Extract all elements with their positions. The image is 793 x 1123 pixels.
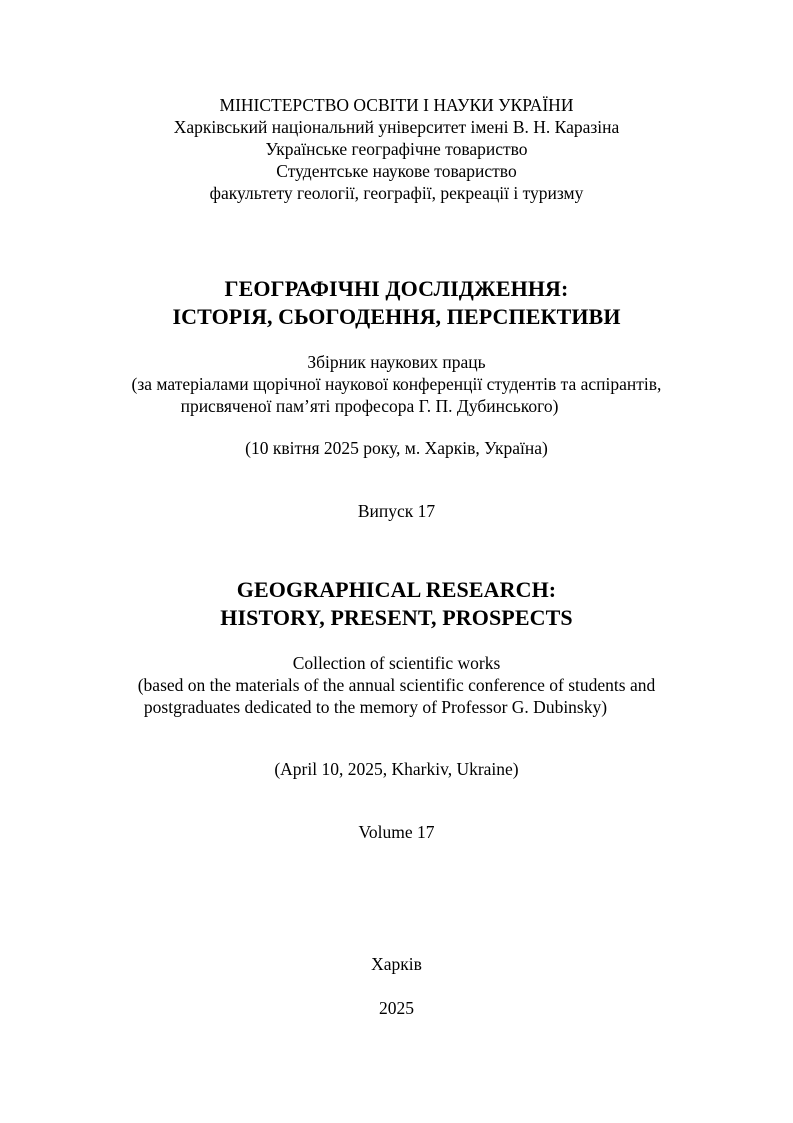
english-issue: Volume 17 xyxy=(358,822,435,842)
ministry-name: МІНІСТЕРСТВО ОСВІТИ І НАУКИ УКРАЇНИ xyxy=(219,95,574,115)
english-title-line-2: HISTORY, PRESENT, PROSPECTS xyxy=(220,605,573,630)
ukrainian-title-line-2: ІСТОРІЯ, СЬОГОДЕННЯ, ПЕРСПЕКТИВИ xyxy=(172,304,621,329)
ukrainian-description-line-1: (за матеріалами щорічної наукової конференції студентів та аспірантів, xyxy=(131,374,662,394)
publication-year: 2025 xyxy=(379,998,414,1018)
faculty-name: факультету геології, географії, рекреації і туризму xyxy=(209,183,584,203)
english-subtitle: Collection of scientific works xyxy=(292,653,501,673)
ukrainian-issue: Випуск 17 xyxy=(357,501,436,521)
english-date-place: (April 10, 2025, Kharkiv, Ukraine) xyxy=(274,759,519,779)
english-description-line-2: postgraduates dedicated to the memory of Professor G. Dubinsky) xyxy=(143,697,608,717)
university-name: Харківський національний університет імені В. Н. Каразіна xyxy=(173,117,620,137)
english-title-line-1: GEOGRAPHICAL RESEARCH: xyxy=(236,577,557,602)
ukrainian-subtitle: Збірник наукових праць xyxy=(307,352,486,372)
english-description-line-1: (based on the materials of the annual scientific conference of students and xyxy=(137,675,656,695)
ukrainian-date-place: (10 квітня 2025 року, м. Харків, Україна) xyxy=(245,438,548,458)
ukrainian-title-line-1: ГЕОГРАФІЧНІ ДОСЛІДЖЕННЯ: xyxy=(224,276,569,301)
student-society-name: Студентське наукове товариство xyxy=(276,161,517,181)
society-name: Українське географічне товариство xyxy=(265,139,528,159)
ukrainian-description-line-2: присвяченої пам’яті професора Г. П. Дубинського) xyxy=(180,396,559,416)
publication-city: Харків xyxy=(371,954,422,974)
